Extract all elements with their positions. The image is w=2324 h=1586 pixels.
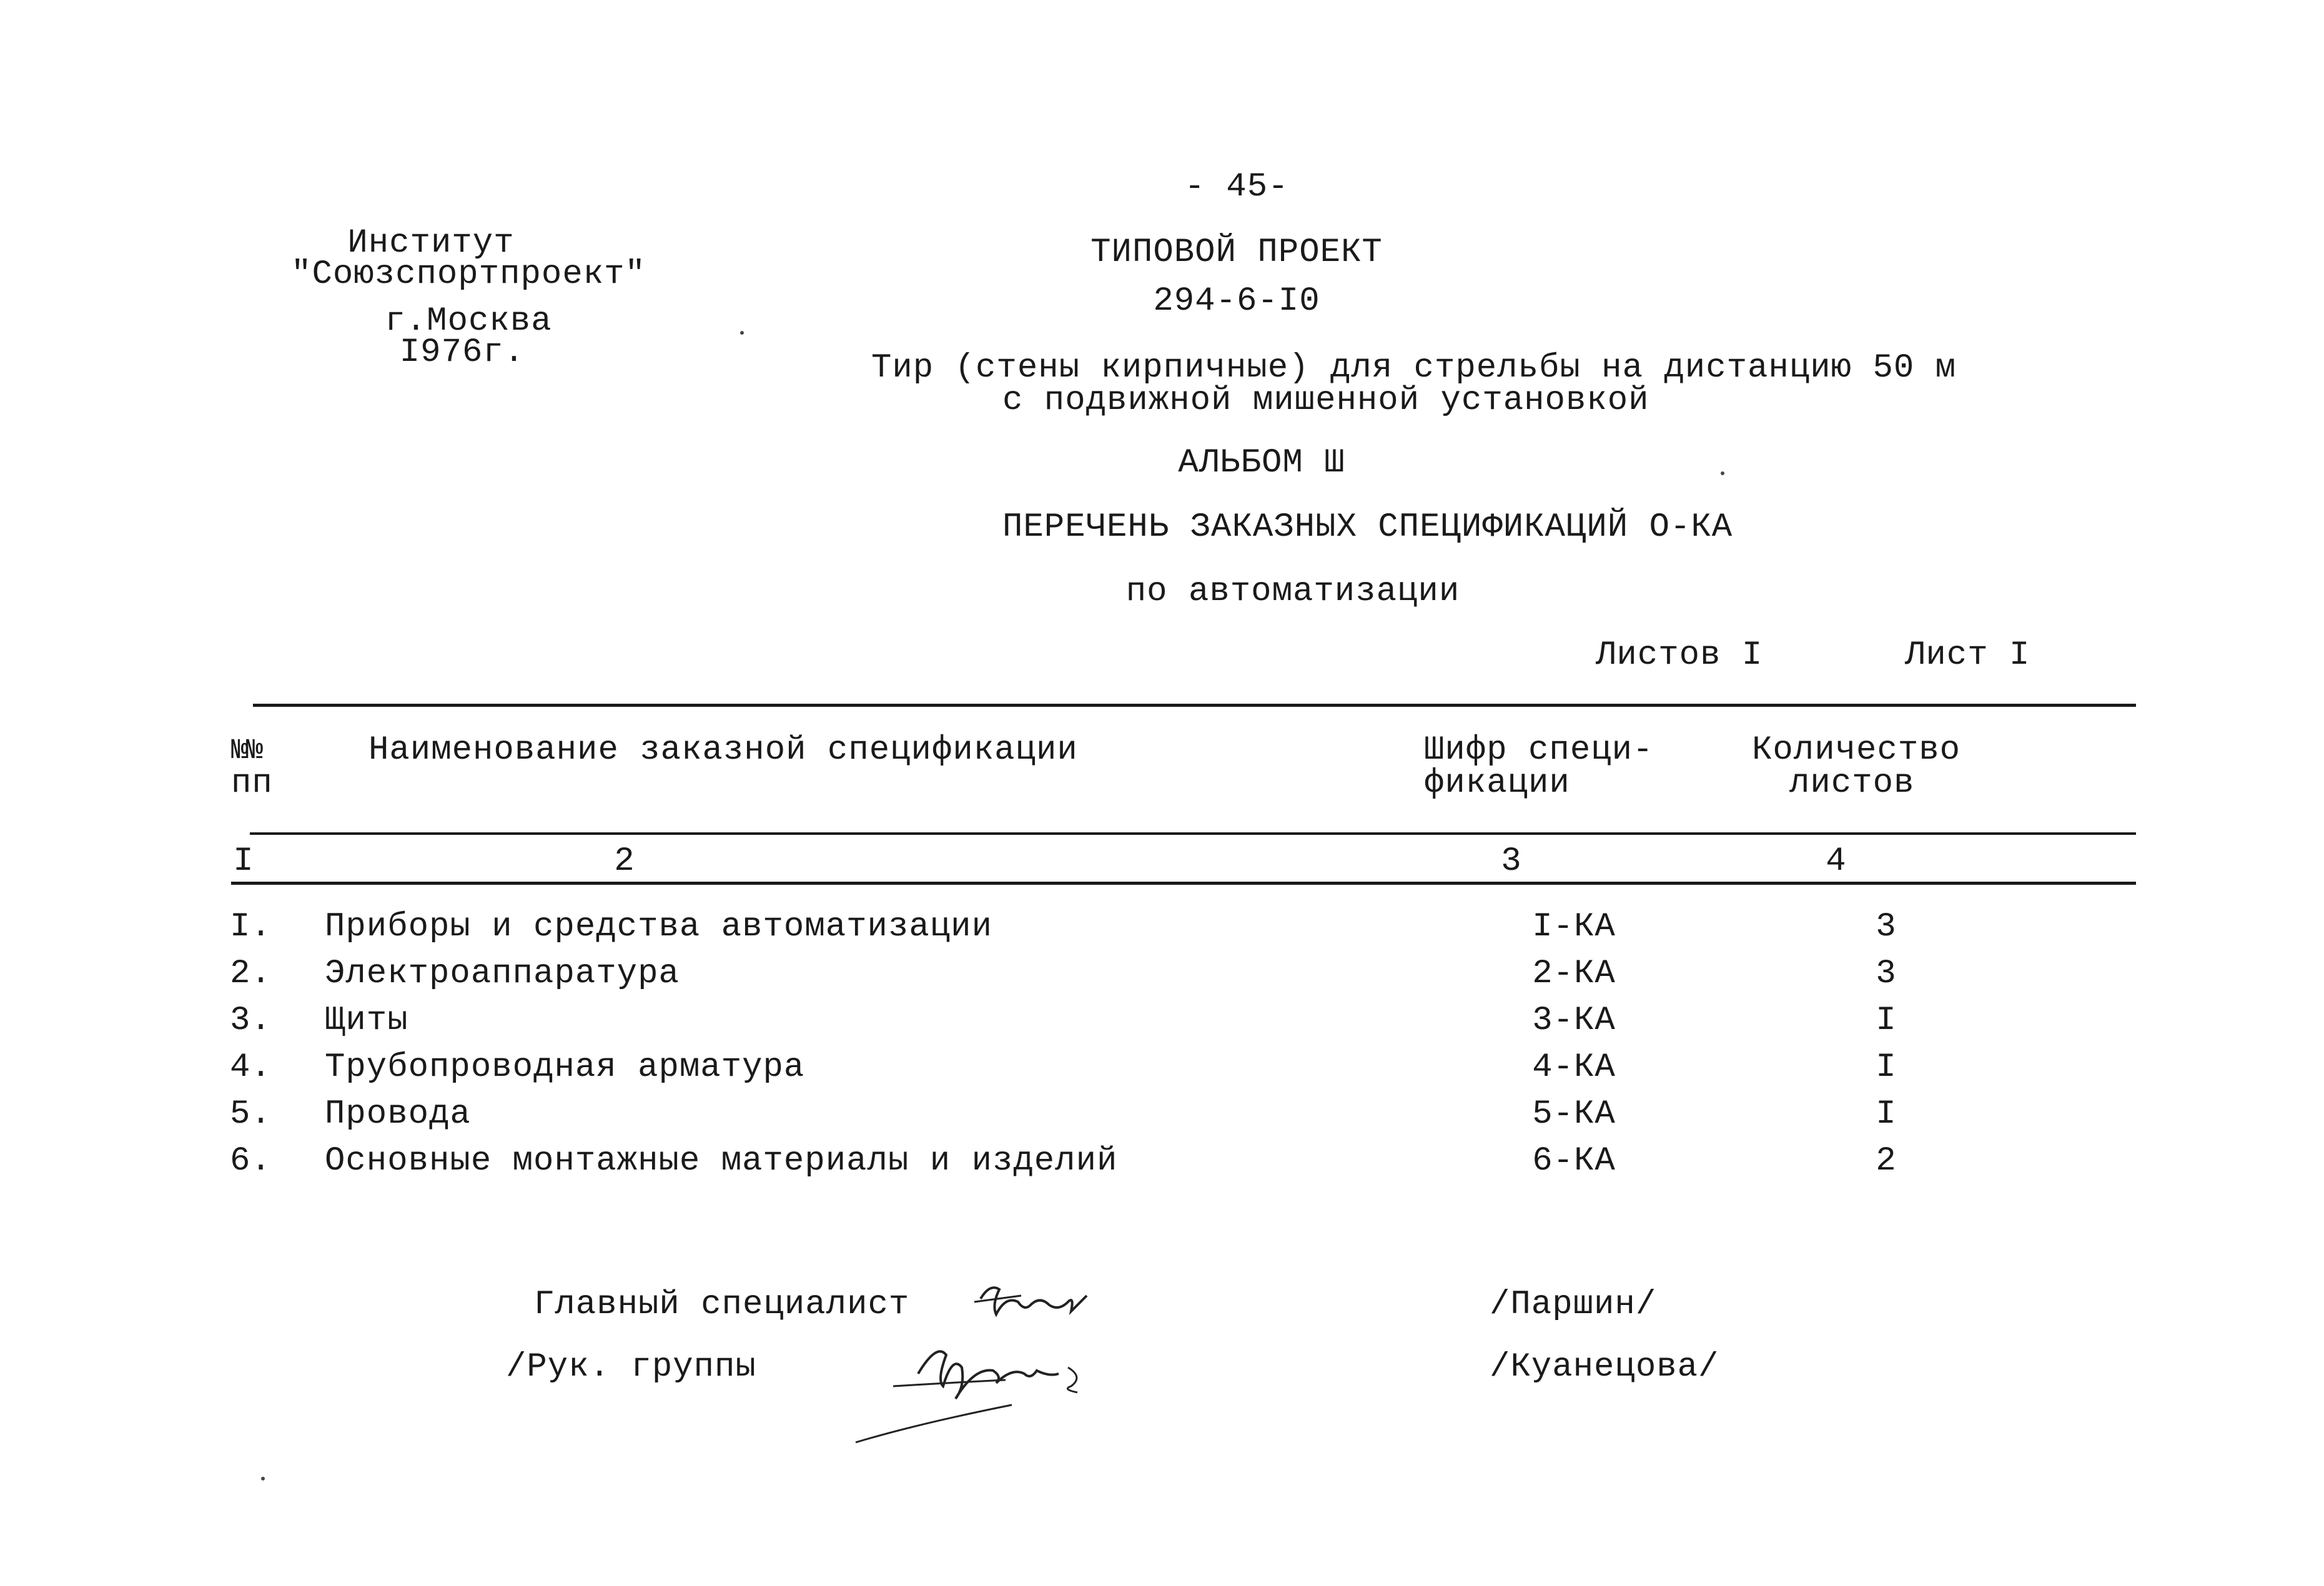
- speck: [1721, 471, 1724, 475]
- list-subtitle: по автоматизации: [1125, 573, 1460, 611]
- header-num-line1: №№: [231, 734, 261, 767]
- speck: [261, 1477, 265, 1480]
- header-name: Наименование заказной спецификации: [368, 731, 1078, 769]
- group-lead-signature: [843, 1318, 1105, 1455]
- row-number: I.: [230, 908, 272, 946]
- row-name: Провода: [325, 1095, 471, 1133]
- institute-name: Институт: [347, 224, 515, 262]
- row-name: Трубопроводная арматура: [325, 1048, 805, 1086]
- row-count: I: [1876, 1095, 1897, 1133]
- row-name: Электроаппаратура: [325, 955, 680, 993]
- row-number: 2.: [230, 955, 272, 993]
- speck: [740, 331, 744, 335]
- row-name: Приборы и средства автоматизации: [325, 908, 992, 946]
- table-top-rule: [253, 704, 2136, 707]
- project-number: 294-6-I0: [1153, 282, 1320, 320]
- col-number-4: 4: [1826, 842, 1847, 880]
- institute-name-quoted: "Союзспортпроект": [291, 255, 646, 293]
- col-number-2: 2: [614, 842, 635, 880]
- group-lead-name: /Куанецова/: [1490, 1348, 1719, 1386]
- sheets-total: Листов I: [1596, 636, 1763, 674]
- row-count: 2: [1876, 1142, 1897, 1180]
- col-number-rule: [231, 882, 2136, 885]
- header-num-line2: пп: [231, 764, 273, 802]
- institute-city: г.Москва: [385, 302, 552, 340]
- chief-specialist-name: /Паршин/: [1490, 1286, 1657, 1324]
- row-code: 4-КА: [1532, 1048, 1616, 1086]
- project-type: ТИПОВОЙ ПРОЕКТ: [1090, 234, 1383, 272]
- col-number-1: I: [233, 842, 254, 880]
- page-number: - 45-: [1184, 168, 1289, 206]
- header-code-line2: фикации: [1424, 764, 1570, 802]
- row-name: Щиты: [325, 1002, 408, 1040]
- row-count: 3: [1876, 955, 1897, 993]
- row-count: I: [1876, 1048, 1897, 1086]
- institute-year: I976г.: [399, 333, 525, 372]
- group-lead-label: /Рук. группы: [506, 1348, 756, 1386]
- header-count-line2: листов: [1789, 764, 1915, 802]
- row-number: 4.: [230, 1048, 272, 1086]
- project-title-line1: Тир (стены кирпичные) для стрельбы на дистанцию 50 м: [871, 349, 1957, 387]
- row-count: I: [1876, 1002, 1897, 1040]
- chief-specialist-label: Главный специалист: [534, 1286, 910, 1324]
- header-count-line1: Количество: [1752, 731, 1961, 769]
- row-number: 6.: [230, 1142, 272, 1180]
- row-code: 3-КА: [1532, 1002, 1616, 1040]
- row-code: I-КА: [1532, 908, 1616, 946]
- album-label: АЛЬБОМ Ш: [1178, 444, 1345, 482]
- row-name: Основные монтажные материалы и изделий: [325, 1142, 1118, 1180]
- row-number: 3.: [230, 1002, 272, 1040]
- header-bottom-rule: [250, 832, 2136, 835]
- sheet-current: Лист I: [1905, 636, 2030, 674]
- list-title: ПЕРЕЧЕНЬ ЗАКАЗНЫХ СПЕЦИФИКАЦИЙ О-КА: [1002, 508, 1733, 546]
- row-code: 6-КА: [1532, 1142, 1616, 1180]
- header-code-line1: Шифр специ-: [1424, 731, 1654, 769]
- row-number: 5.: [230, 1095, 272, 1133]
- project-title-line2: с подвижной мишенной установкой: [1002, 382, 1649, 420]
- row-code: 2-КА: [1532, 955, 1616, 993]
- row-count: 3: [1876, 908, 1897, 946]
- row-code: 5-КА: [1532, 1095, 1616, 1133]
- col-number-3: 3: [1501, 842, 1522, 880]
